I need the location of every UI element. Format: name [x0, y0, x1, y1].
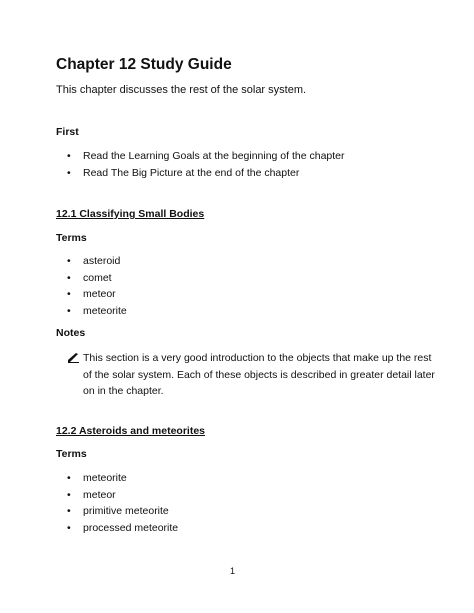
page-title: Chapter 12 Study Guide	[56, 56, 232, 73]
list-item: • meteor	[56, 487, 178, 504]
list-item: • meteor	[56, 286, 127, 303]
bullet-icon: •	[67, 288, 71, 300]
bullet-icon: •	[67, 166, 71, 179]
terms-heading: Terms	[56, 232, 87, 244]
list-item: • meteorite	[56, 303, 127, 320]
first-list	[56, 148, 345, 181]
list-item: • meteorite	[56, 470, 178, 487]
bullet-icon: •	[67, 521, 71, 534]
list-item: • asteroid	[56, 253, 127, 270]
note-line: on in the chapter.	[83, 385, 164, 397]
list-item: • primitive meteorite	[56, 503, 178, 520]
note-text	[83, 350, 435, 400]
terms-list	[56, 253, 127, 319]
notes-heading: Notes	[56, 327, 86, 339]
page-number: 1	[230, 566, 236, 576]
intro-text: This chapter discusses the rest of the solar system.	[56, 84, 307, 96]
note-line: of the solar system. Each of these objects is described in greater detail later	[83, 368, 435, 381]
bullet-icon: •	[67, 150, 71, 162]
bullet-icon: •	[67, 304, 71, 317]
bullet-icon: •	[67, 505, 71, 517]
first-heading: First	[56, 126, 79, 138]
section-heading-12-2: 12.2 Asteroids and meteorites	[56, 425, 205, 437]
list-item: • comet	[56, 270, 127, 287]
section-heading-12-1: 12.1 Classifying Small Bodies	[56, 208, 205, 220]
list-item: • Read the Learning Goals at the beginning of the chapter	[56, 148, 345, 165]
list-item: • processed meteorite	[56, 520, 178, 537]
bullet-icon: •	[67, 255, 71, 267]
bullet-icon: •	[67, 472, 71, 484]
bullet-icon: •	[67, 271, 71, 284]
list-item: • Read The Big Picture at the end of the chapter	[56, 165, 345, 182]
note-line: This section is a very good introduction to the objects that make up the rest	[83, 352, 432, 364]
bullet-icon: •	[67, 488, 71, 501]
terms-heading: Terms	[56, 448, 87, 460]
terms-list	[56, 470, 178, 536]
pencil-icon	[68, 353, 79, 363]
